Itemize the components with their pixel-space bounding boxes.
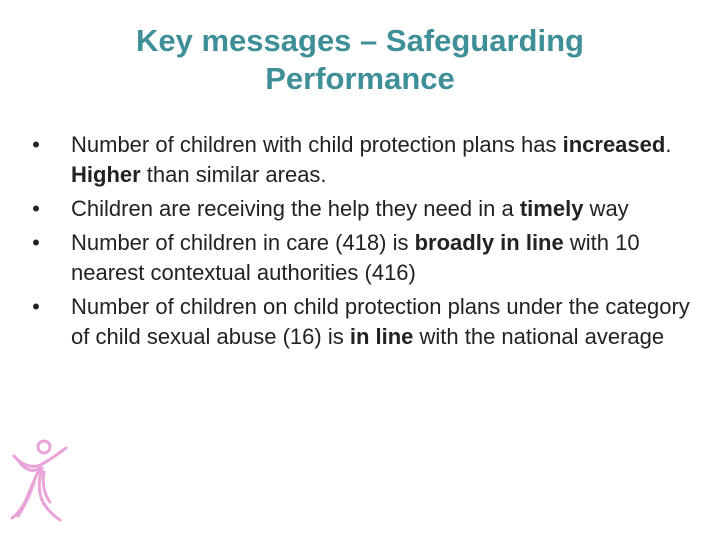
bullet-item	[26, 228, 696, 288]
bullet-text: .	[665, 132, 672, 157]
bullet-text: Number of children with child protection plans has	[71, 132, 563, 157]
bullet-list	[26, 130, 696, 356]
bullet-emphasis: broadly in line	[414, 230, 564, 255]
bullet-dot: •	[32, 132, 40, 157]
bullet-item	[26, 194, 696, 224]
bullet-text: way	[583, 196, 629, 221]
bullet-dot: •	[32, 230, 40, 255]
title-line-2: Performance	[265, 61, 455, 96]
bullet-text: with 10 nearest contextual authorities (416)	[71, 230, 640, 285]
bullet-text: with the national average	[413, 324, 665, 349]
bullet-item	[26, 130, 696, 190]
bullet-item	[26, 292, 696, 352]
bullet-dot: •	[32, 294, 40, 319]
bullet-text: Number of children on child protection plans under the category of child sexual abuse (16) is	[71, 294, 690, 349]
bullet-emphasis: Higher	[71, 162, 141, 187]
title-line-1: Key messages – Safeguarding	[136, 23, 584, 58]
bullet-text: Children are receiving the help they need in a	[71, 196, 520, 221]
slide-title	[60, 22, 660, 98]
bullet-emphasis: increased	[562, 132, 666, 157]
bullet-emphasis: in line	[349, 324, 414, 349]
bullet-emphasis: timely	[519, 196, 584, 221]
person-figure-icon	[4, 438, 74, 522]
bullet-text: than similar areas.	[140, 162, 327, 187]
bullet-dot: •	[32, 196, 40, 221]
bullet-text: Number of children in care (418) is	[71, 230, 415, 255]
